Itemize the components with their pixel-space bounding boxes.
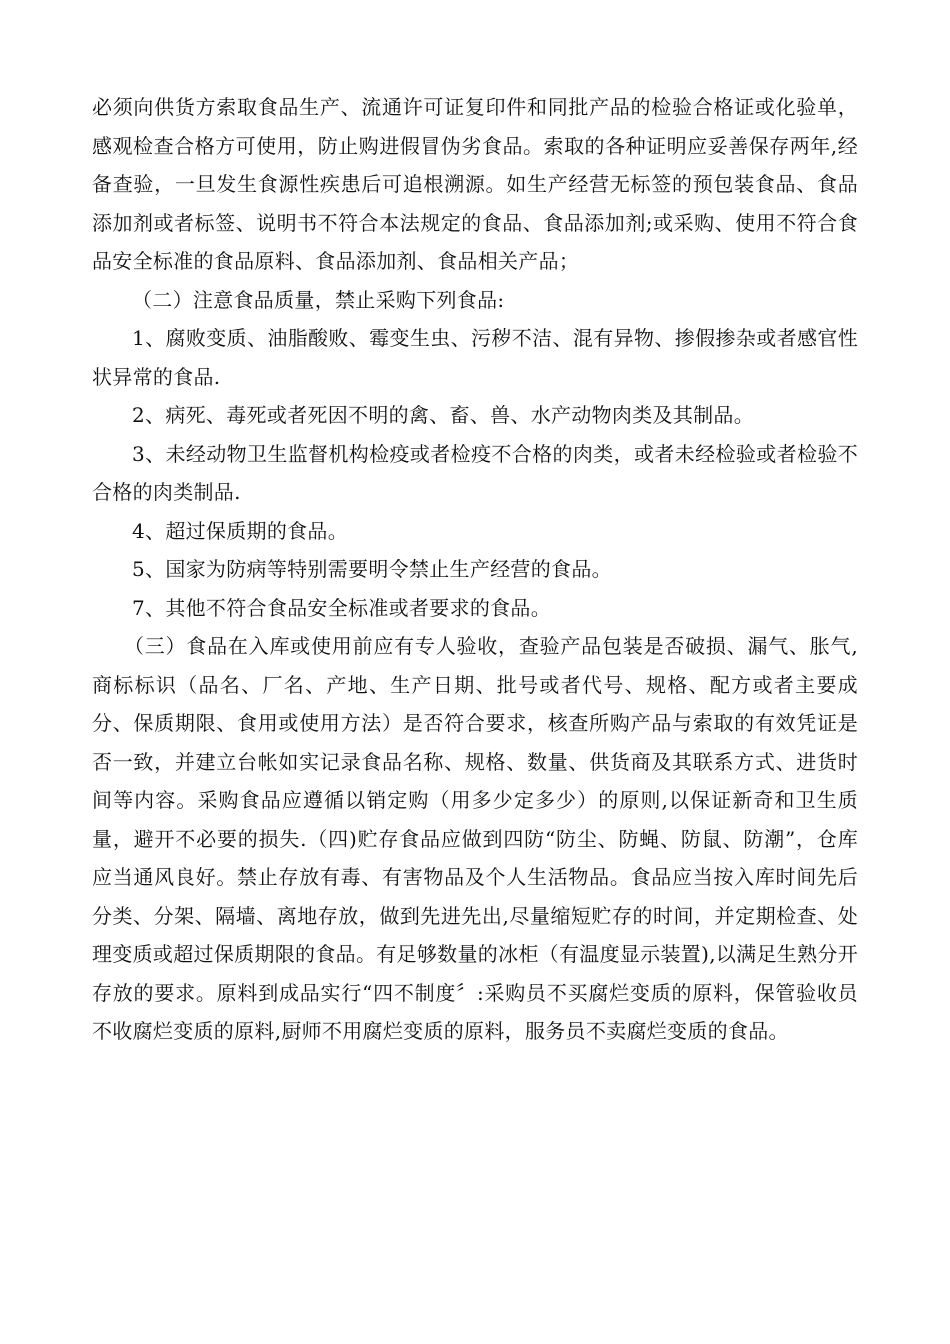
list-item-1: 1、腐败变质、油脂酸败、霉变生虫、污秽不洁、混有异物、掺假掺杂或者感官性状异常的食品. <box>92 326 858 389</box>
document-body <box>92 88 858 1051</box>
list-item-7: 7、其他不符合食品安全标准或者要求的食品。 <box>132 595 552 620</box>
list-item-2: 2、病死、毒死或者死因不明的禽、畜、兽、水产动物肉类及其制品。 <box>132 403 755 427</box>
paragraph-procurement-certificates: 必须向供货方索取食品生产、流通许可证复印件和同批产品的检验合格证或化验单，感观检查合格方可使用，防止购进假冒伪劣食品。索取的各种证明应妥善保存两年,经备查验，一旦发生食源性疾患后可追根溯源。如生产经营无标签的预包装食品、食品添加剂或者标签、说明书不符合本法规定的食品、食品添加剂;或采购、使用不符合食品安全标准的食品原料、食品添加剂、食品相关产品； <box>92 95 858 273</box>
list-item-3: 3、未经动物卫生监督机构检疫或者检疫不合格的肉类，或者未经检验或者检验不合格的肉类制品. <box>92 441 858 504</box>
list-item-4: 4、超过保质期的食品。 <box>132 518 349 543</box>
list-item-5: 5、国家为防病等特别需要明令禁止生产经营的食品。 <box>132 557 612 581</box>
paragraph-section-2-heading: （二）注意食品质量，禁止采购下列食品: <box>132 287 505 312</box>
paragraph-section-3-4: （三）食品在入库或使用前应有专人验收，查验产品包装是否破损、漏气、胀气,商标标识（品名、厂名、产地、生产日期、批号或者代号、规格、配方或者主要成分、保质期限、食用或使用方法）是否符合要求，核查所购产品与索取的有效凭证是否一致，并建立台帐如实记录食品名称、规格、数量、供货商及其联系方式、进货时间等内容。采购食品应遵循以销定购（用多少定多少）的原则,以保证新奇和卫生质量，避开不必要的损失.（四)贮存食品应做到四防“防尘、防蝇、防鼠、防潮”，仓库应当通风良好。禁止存放有毒、有害物品及个人生活物品。食品应当按入库时间先后分类、分架、隔墙、离地存放，做到先进先出,尽量缩短贮存的时间，并定期检查、处理变质或超过保质期限的食品。有足够数量的冰柜（有温度显示装置),以满足生熟分开存放的要求。原料到成品实行“四不制度〞:采购员不买腐烂变质的原料，保管验收员不收腐烂变质的原料,厨师不用腐烂变质的原料，服务员不卖腐烂变质的食品。 <box>92 634 858 1043</box>
